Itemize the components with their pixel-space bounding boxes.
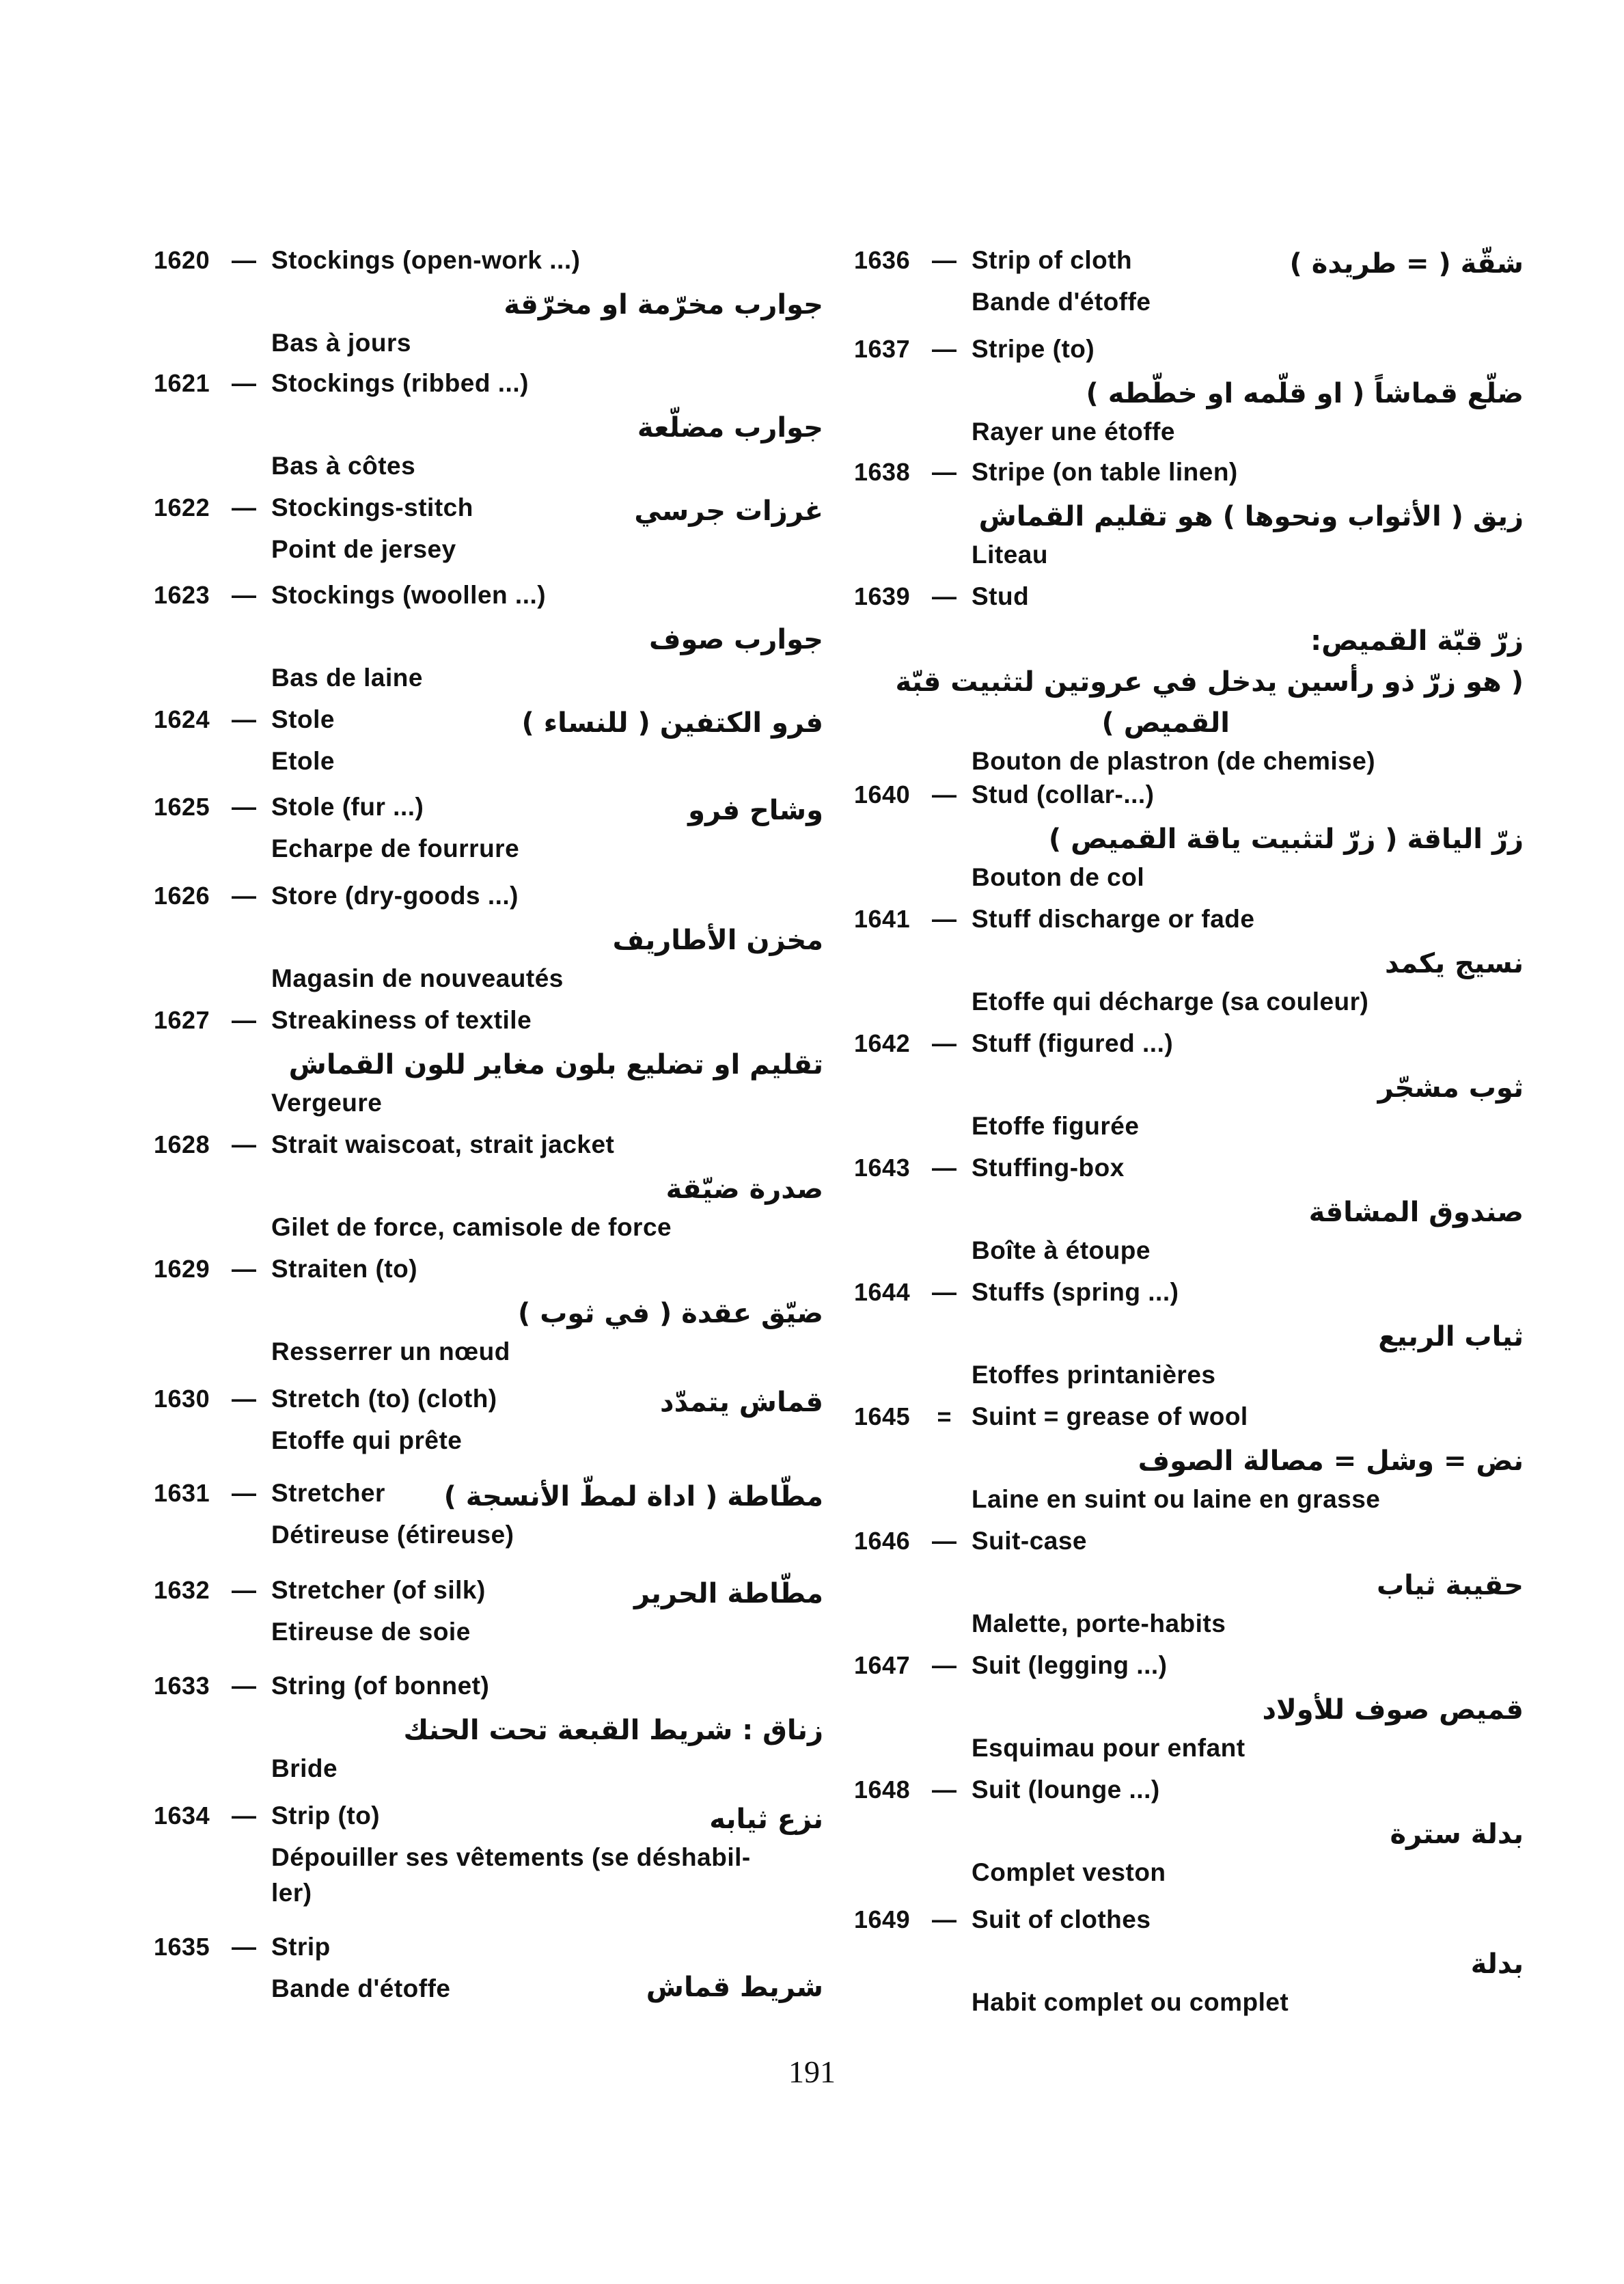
entry-arabic: مطّاطة الحرير <box>634 1578 823 1609</box>
dash: — <box>232 882 256 910</box>
page-number: 191 <box>788 2054 836 2089</box>
dash: — <box>232 1479 256 1507</box>
entry-arabic: شقّة ( = طريدة ) <box>1289 248 1524 280</box>
entry-number: 1627 <box>154 1006 210 1034</box>
dash: — <box>232 246 256 274</box>
entry-number: 1642 <box>854 1029 911 1057</box>
dash: — <box>932 1905 956 1933</box>
entry-number: 1621 <box>154 369 210 397</box>
entry-number: 1646 <box>854 1527 911 1555</box>
entry-1634 <box>154 1802 823 1933</box>
entry-french: Resserrer un nœud <box>271 1337 510 1365</box>
dash: — <box>932 1278 956 1306</box>
entry-english: Strip (to) <box>271 1802 381 1830</box>
dash: — <box>232 493 256 521</box>
dash: — <box>232 793 256 821</box>
entry-french: Vergeure <box>271 1089 383 1117</box>
entry-arabic: جوارب مخرّمة او مخرّقة <box>504 289 823 321</box>
entry-french: Esquimau pour enfant <box>972 1734 1245 1762</box>
entry-number: 1625 <box>154 793 210 821</box>
dash: — <box>232 1672 256 1700</box>
entry-english: String (of bonnet) <box>271 1672 490 1700</box>
entry-number: 1636 <box>854 246 911 274</box>
entry-english: Suit-case <box>972 1527 1088 1555</box>
entry-english: Stuffs (spring ...) <box>972 1278 1179 1306</box>
entry-english: Stockings (woollen ...) <box>271 581 547 609</box>
dash: — <box>232 705 256 733</box>
entry-1644 <box>854 1278 1524 1402</box>
entry-english: Suit (legging ...) <box>972 1651 1168 1679</box>
entry-number: 1641 <box>854 905 911 933</box>
entry-arabic: غرزات جرسي <box>634 495 823 527</box>
entry-french: Boîte à étoupe <box>972 1236 1151 1264</box>
dash: — <box>232 369 256 397</box>
entry-arabic: وشاح فرو <box>688 795 823 826</box>
dash: — <box>232 1385 256 1413</box>
entry-arabic: زرّ الياقة ( زرّ لتثبيت ياقة القميص ) <box>1048 824 1524 855</box>
dash: — <box>232 1255 256 1283</box>
entry-french: Bas de laine <box>271 664 423 692</box>
entry-arabic: بدلة <box>1470 1948 1524 1980</box>
entry-1621 <box>154 369 823 493</box>
entry-number: 1647 <box>854 1651 911 1679</box>
entry-arabic: جوارب صوف <box>649 624 823 655</box>
entry-english: Strait waiscoat, strait jacket <box>271 1130 615 1158</box>
entry-french: Bande d'étoffe <box>271 1974 451 2002</box>
entry-french: Habit complet ou complet <box>972 1988 1289 2016</box>
entry-1633 <box>154 1672 823 1802</box>
entry-english: Strip of cloth <box>972 246 1133 274</box>
entry-french: Point de jersey <box>271 535 456 563</box>
dash: — <box>232 1130 256 1158</box>
entry-arabic: فرو الكتفين ( للنساء ) <box>521 707 823 739</box>
entry-number: 1622 <box>154 493 210 521</box>
entry-french: Bas à côtes <box>271 452 416 480</box>
entry-french: Bride <box>271 1754 338 1782</box>
entry-1642 <box>854 1029 1524 1154</box>
entry-french: Rayer une étoffe <box>972 418 1175 446</box>
entry-french: Liteau <box>972 541 1048 569</box>
entry-english: Straiten (to) <box>271 1255 418 1283</box>
entry-english: Strip <box>271 1933 331 1961</box>
entry-1620 <box>154 246 823 369</box>
entry-number: 1644 <box>854 1278 911 1306</box>
entry-french: Bande d'étoffe <box>972 288 1151 316</box>
right-column <box>854 246 1524 2022</box>
entry-number: 1635 <box>154 1933 210 1961</box>
entry-1626 <box>154 882 823 1006</box>
entry-number: 1649 <box>854 1905 911 1933</box>
dash: — <box>232 1006 256 1034</box>
entry-arabic: نسيج يكمد <box>1384 948 1524 979</box>
entry-number: 1620 <box>154 246 210 274</box>
entry-arabic: جوارب مضلّعة <box>637 412 823 444</box>
entry-number: 1629 <box>154 1255 210 1283</box>
entry-french: Bouton de plastron (de chemise) <box>972 747 1376 775</box>
dash: — <box>932 458 956 486</box>
entry-arabic: زناق : شريط القبعة تحت الحنك <box>403 1715 823 1746</box>
left-column <box>154 246 823 2022</box>
entry-french: Bouton de col <box>972 863 1145 891</box>
entry-arabic: صدرة ضيّقة <box>665 1173 823 1205</box>
entry-1639 <box>854 582 1524 780</box>
dash: — <box>232 1802 256 1830</box>
entry-arabic: قميص صوف للأولاد <box>1262 1694 1524 1726</box>
entry-1636 <box>854 246 1524 335</box>
entry-1640 <box>854 780 1524 905</box>
entry-1627 <box>154 1006 823 1130</box>
entry-1645 <box>854 1402 1524 1527</box>
entry-1625 <box>154 793 823 882</box>
entry-english: Stockings (ribbed ...) <box>271 369 529 397</box>
entry-french: Magasin de nouveautés <box>271 964 564 992</box>
entry-arabic: قماش يتمدّد <box>660 1387 823 1418</box>
entry-arabic-gloss-continued: القميص ) <box>1101 707 1230 739</box>
entry-number: 1623 <box>154 581 210 609</box>
dash: — <box>932 246 956 274</box>
entry-1628 <box>154 1130 823 1255</box>
entry-french: Gilet de force, camisole de force <box>271 1213 672 1241</box>
dash: = <box>937 1402 952 1430</box>
entry-french: Echarpe de fourrure <box>271 834 520 862</box>
entry-arabic: تقليم او تضليع بلون مغاير للون القماش <box>288 1049 823 1080</box>
entry-1646 <box>854 1527 1524 1651</box>
entry-number: 1630 <box>154 1385 210 1413</box>
entry-1622 <box>154 493 823 581</box>
entry-arabic: زيق ( الأثواب ونحوها ) هو تقليم القماش <box>978 501 1524 532</box>
dash: — <box>932 1154 956 1182</box>
entry-1638 <box>854 458 1524 582</box>
entry-english: Stretcher (of silk) <box>271 1576 486 1604</box>
entry-french: Malette, porte-habits <box>972 1609 1226 1637</box>
entry-english: Stud <box>972 582 1030 610</box>
entry-arabic: صندوق المشاقة <box>1308 1197 1524 1228</box>
entry-french: Etoffe qui prête <box>271 1426 463 1454</box>
entry-arabic: ضلّع قماشاً ( او قلّمه او خطّطه ) <box>1086 378 1524 409</box>
entry-1637 <box>854 335 1524 458</box>
entry-english: Stud (collar-...) <box>972 780 1155 808</box>
entry-french: Dépouiller ses vêtements (se déshabil- <box>271 1843 751 1871</box>
entry-arabic: نض = وشل = مصالة الصوف <box>1138 1445 1524 1477</box>
entry-french: Etireuse de soie <box>271 1618 471 1646</box>
entry-arabic: ثياب الربيع <box>1378 1321 1524 1352</box>
dash: — <box>932 1527 956 1555</box>
entry-french: Etoffe figurée <box>972 1112 1140 1140</box>
entry-arabic: زرّ قبّة القميص: <box>1310 625 1524 657</box>
entry-arabic-gloss: ( هو زرّ ذو رأسين يدخل في عروتين لتثبيت قبّة <box>895 666 1524 698</box>
entry-english: Stretcher <box>271 1479 385 1507</box>
entry-english: Stretch (to) (cloth) <box>271 1385 497 1413</box>
entry-arabic: مطّاطة ( اداة لمطّ الأنسجة ) <box>443 1481 823 1512</box>
entry-english: Stockings (open-work ...) <box>271 246 581 274</box>
entry-arabic: بدلة سترة <box>1390 1819 1524 1850</box>
entry-number: 1626 <box>154 882 210 910</box>
entry-english: Streakiness of textile <box>271 1006 532 1034</box>
entry-arabic: ثوب مشجّر <box>1377 1072 1524 1104</box>
dash: — <box>932 1776 956 1804</box>
entry-number: 1645 <box>854 1402 911 1430</box>
entry-number: 1624 <box>154 705 210 733</box>
entry-french: Etoffe qui décharge (sa couleur) <box>972 988 1369 1016</box>
dash: — <box>932 582 956 610</box>
entry-french: Etole <box>271 747 335 775</box>
entry-1631 <box>154 1479 823 1576</box>
entry-number: 1633 <box>154 1672 210 1700</box>
entry-english: Suint = grease of wool <box>972 1402 1248 1430</box>
entry-1648 <box>854 1776 1524 1905</box>
entry-number: 1634 <box>154 1802 210 1830</box>
entry-english: Stuffing-box <box>972 1154 1125 1182</box>
dash: — <box>932 780 956 808</box>
dash: — <box>232 581 256 609</box>
dash: — <box>932 1651 956 1679</box>
entry-number: 1643 <box>854 1154 911 1182</box>
entry-english: Stripe (to) <box>972 335 1095 363</box>
entry-1647 <box>854 1651 1524 1776</box>
entry-french-continued: ler) <box>271 1879 312 1907</box>
entry-number: 1631 <box>154 1479 210 1507</box>
entry-number: 1637 <box>854 335 911 363</box>
entry-english: Stripe (on table linen) <box>972 458 1238 486</box>
entry-english: Suit of clothes <box>972 1905 1151 1933</box>
dash: — <box>932 905 956 933</box>
entry-french: Détireuse (étireuse) <box>271 1521 514 1549</box>
entry-english: Suit (lounge ...) <box>972 1776 1160 1804</box>
dash: — <box>932 335 956 363</box>
entry-1641 <box>854 905 1524 1029</box>
entry-1630 <box>154 1385 823 1479</box>
entry-number: 1640 <box>854 780 911 808</box>
dash: — <box>232 1933 256 1961</box>
entry-number: 1639 <box>854 582 911 610</box>
entry-english: Stole (fur ...) <box>271 793 424 821</box>
dash: — <box>932 1029 956 1057</box>
entry-number: 1628 <box>154 1130 210 1158</box>
entry-number: 1632 <box>154 1576 210 1604</box>
entry-1649 <box>854 1905 1524 2022</box>
entry-french: Etoffes printanières <box>972 1361 1216 1389</box>
entry-arabic: ضيّق عقدة ( في ثوب ) <box>517 1298 823 1329</box>
entry-english: Stockings-stitch <box>271 493 473 521</box>
entry-french: Bas à jours <box>271 329 411 357</box>
entry-1635 <box>154 1933 823 2022</box>
entry-number: 1638 <box>854 458 911 486</box>
entry-english: Stuff discharge or fade <box>972 905 1255 933</box>
entry-french: Laine en suint ou laine en grasse <box>972 1485 1381 1513</box>
entry-1643 <box>854 1154 1524 1278</box>
entry-1632 <box>154 1576 823 1672</box>
entry-1623 <box>154 581 823 705</box>
entry-arabic: مخزن الأطاريف <box>612 925 823 956</box>
entry-english: Stole <box>271 705 335 733</box>
entry-arabic: شريط قماش <box>646 1972 823 2003</box>
entry-number: 1648 <box>854 1776 911 1804</box>
entry-arabic: نزع ثيابه <box>709 1804 823 1835</box>
entry-english: Store (dry-goods ...) <box>271 882 519 910</box>
entry-english: Stuff (figured ...) <box>972 1029 1174 1057</box>
entry-arabic: حقيبة ثياب <box>1376 1570 1524 1601</box>
dash: — <box>232 1576 256 1604</box>
entry-1624 <box>154 705 823 793</box>
entry-1629 <box>154 1255 823 1385</box>
entry-french: Complet veston <box>972 1858 1166 1886</box>
